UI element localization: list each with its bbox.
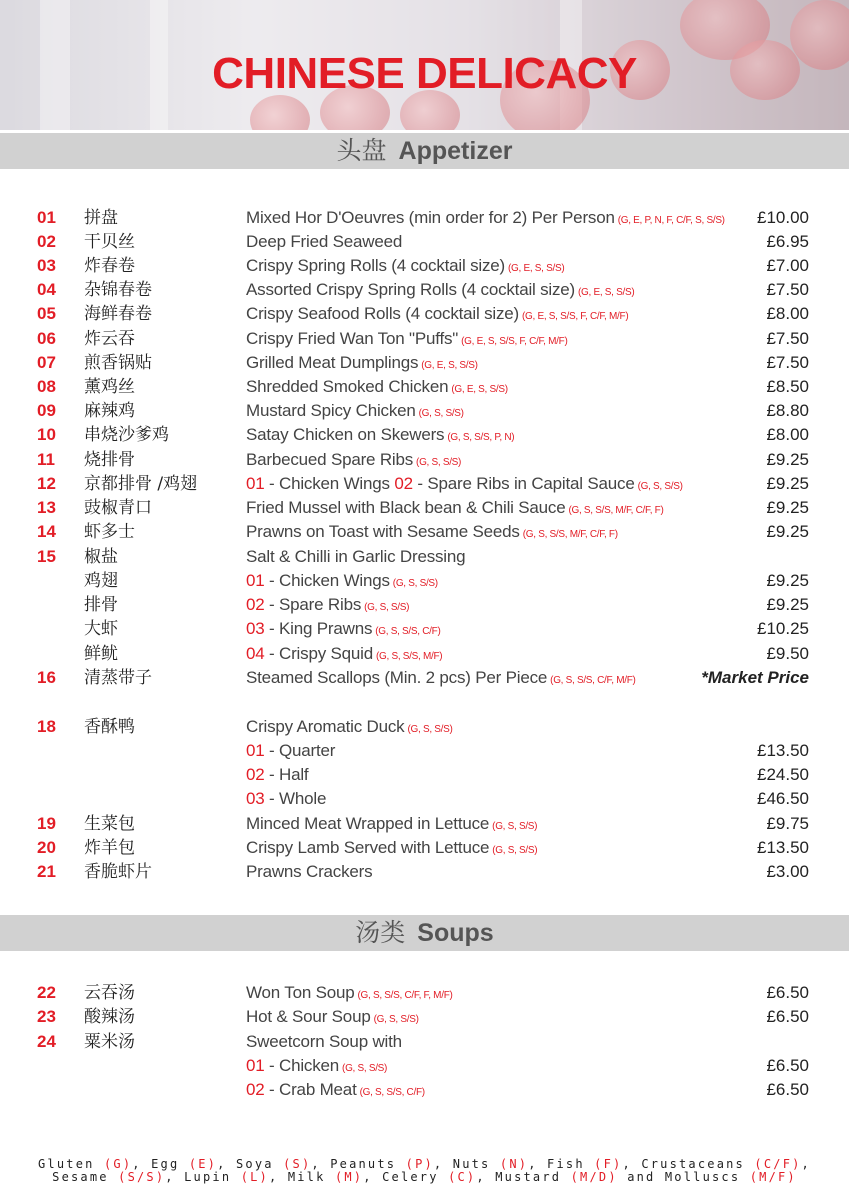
item-description-text: - Chicken Wings <box>264 571 390 590</box>
menu-item <box>0 351 849 375</box>
menu-item <box>0 448 849 472</box>
item-number: 01 <box>37 208 56 227</box>
legend-separator: , <box>622 1157 642 1171</box>
allergen-codes: (G, S, S/S) <box>392 578 438 589</box>
item-price: £9.25 <box>766 498 809 517</box>
allergen-legend <box>0 1158 849 1183</box>
item-number: 15 <box>37 547 56 566</box>
item-description <box>246 981 453 1008</box>
allergen-codes: (G, S, S/S) <box>418 408 464 419</box>
item-price: £7.50 <box>766 329 809 348</box>
item-number: 11 <box>37 450 55 469</box>
legend-code: (P) <box>405 1157 434 1171</box>
item-description-text: - Whole <box>264 789 327 808</box>
item-number: 12 <box>37 474 56 493</box>
item-number: 16 <box>37 668 56 687</box>
legend-label: and Molluscs <box>627 1169 750 1184</box>
item-number: 22 <box>37 983 56 1002</box>
item-description <box>246 812 537 839</box>
item-chinese-name: 炸羊包 <box>84 838 135 858</box>
item-chinese-name: 杂锦春卷 <box>84 280 152 300</box>
legend-code: (L) <box>240 1169 269 1184</box>
menu-item <box>0 496 849 520</box>
menu-item <box>0 642 849 666</box>
legend-label: Peanuts <box>330 1157 406 1171</box>
item-number: 04 <box>37 280 56 299</box>
item-number: 09 <box>37 401 56 420</box>
item-chinese-name: 煎香锅贴 <box>84 353 152 373</box>
item-description <box>246 1078 425 1105</box>
item-description <box>246 763 308 787</box>
option-number: 02 <box>246 595 265 614</box>
item-description <box>246 1030 402 1054</box>
item-chinese-name: 豉椒青口 <box>84 498 152 518</box>
menu-item <box>0 836 849 860</box>
item-chinese-name: 香酥鸭 <box>84 717 135 737</box>
item-price: £46.50 <box>757 789 809 808</box>
item-description-text: Satay Chicken on Skewers <box>246 425 445 444</box>
legend-separator: , <box>476 1169 496 1184</box>
section-en-title: Soups <box>417 919 494 947</box>
item-price: £9.25 <box>766 595 809 614</box>
item-price: £9.50 <box>766 644 809 663</box>
legend-separator: , <box>165 1169 185 1184</box>
item-description <box>246 787 326 811</box>
menu-item <box>0 812 849 836</box>
item-description <box>246 448 461 475</box>
menu-item <box>0 278 849 302</box>
item-description-text: Deep Fried Seaweed <box>246 232 403 251</box>
legend-separator <box>618 1170 627 1184</box>
allergen-codes: (G, E, P, N, F, C/F, S, S/S) <box>617 215 725 226</box>
allergen-codes: (G, S, S/S, C/F) <box>359 1087 425 1098</box>
item-chinese-name: 海鲜春卷 <box>84 304 152 324</box>
item-description <box>246 399 464 426</box>
menu-item <box>0 666 849 690</box>
menu-item <box>0 569 849 593</box>
menu-item <box>0 545 849 569</box>
item-number: 24 <box>37 1032 56 1051</box>
item-description <box>246 1054 387 1081</box>
item-price: £3.00 <box>766 862 809 881</box>
legend-code: (M/F) <box>749 1169 797 1184</box>
item-number: 21 <box>37 862 56 881</box>
item-description <box>246 327 567 354</box>
item-description <box>246 715 453 742</box>
item-description-text: Mustard Spicy Chicken <box>246 401 416 420</box>
legend-label: Gluten <box>38 1157 104 1171</box>
allergen-codes: (G, E, S, S/S) <box>578 287 635 298</box>
item-price: £8.00 <box>766 304 809 323</box>
item-number: 08 <box>37 377 56 396</box>
item-description-text: Crispy Aromatic Duck <box>246 717 405 736</box>
item-description-text: - Quarter <box>264 741 336 760</box>
section-zh-title: 头盘 <box>336 136 387 165</box>
item-description-text: Hot & Sour Soup <box>246 1007 371 1026</box>
item-description-text: Crispy Seafood Rolls (4 cocktail size) <box>246 304 519 323</box>
item-description <box>246 472 683 499</box>
menu-item <box>0 375 849 399</box>
item-number: 19 <box>37 814 56 833</box>
legend-separator: , <box>801 1157 811 1171</box>
menu-item <box>0 763 849 787</box>
menu-item <box>0 423 849 447</box>
allergen-codes: (G, E, S, S/S, F, C/F, M/F) <box>461 336 568 347</box>
section-header-appetizer <box>0 133 849 169</box>
item-number: 02 <box>37 232 56 251</box>
item-number: 18 <box>37 717 56 736</box>
option-number: 01 <box>246 474 265 493</box>
allergen-codes: (G, E, S, S/S) <box>451 384 508 395</box>
item-description-text: Grilled Meat Dumplings <box>246 353 419 372</box>
item-price: £7.50 <box>766 280 809 299</box>
item-description-text: Sweetcorn Soup with <box>246 1032 402 1051</box>
menu-item <box>0 520 849 544</box>
item-description <box>246 617 440 644</box>
item-description <box>246 569 438 596</box>
item-price: £9.25 <box>766 522 809 541</box>
legend-code: (S) <box>283 1157 312 1171</box>
allergen-codes: (G, S, S/S) <box>637 481 683 492</box>
item-description-text: Crispy Spring Rolls (4 cocktail size) <box>246 256 506 275</box>
item-chinese-name: 拼盘 <box>84 208 118 228</box>
item-description <box>246 860 372 884</box>
item-chinese-name: 炸云吞 <box>84 329 135 349</box>
option-number: 02 <box>246 1080 265 1099</box>
menu-item <box>0 715 849 739</box>
allergen-codes: (G, S, S/S) <box>492 821 538 832</box>
item-description-text: Crispy Fried Wan Ton "Puffs" <box>246 329 459 348</box>
legend-code: (S/S) <box>118 1169 166 1184</box>
item-description-text: Fried Mussel with Black bean & Chili Sauce <box>246 498 566 517</box>
menu-item <box>0 860 849 884</box>
item-chinese-name: 椒盐 <box>84 547 118 567</box>
menu-item <box>0 981 849 1005</box>
item-description-text: Won Ton Soup <box>246 983 355 1002</box>
legend-label: Milk <box>287 1169 335 1184</box>
allergen-codes: (G, S, S/S, P, N) <box>447 432 515 443</box>
allergen-codes: (G, E, S, S/S) <box>508 263 565 274</box>
item-description-text: - Crispy Squid <box>264 644 373 663</box>
item-description-text: Salt & Chilli in Garlic Dressing <box>246 547 466 566</box>
allergen-codes: (G, S, S/S) <box>416 457 462 468</box>
option-number: 03 <box>246 619 265 638</box>
menu-item <box>0 302 849 326</box>
menu-item <box>0 399 849 423</box>
item-description <box>246 520 618 547</box>
allergen-codes: (G, S, S/S, M/F, C/F, F) <box>522 529 618 540</box>
allergen-codes: (G, S, S/S) <box>407 724 453 735</box>
legend-separator: , <box>217 1157 236 1171</box>
allergen-codes: (G, E, S, S/S, F, C/F, M/F) <box>522 311 629 322</box>
item-price: £7.00 <box>766 256 809 275</box>
legend-code: (C/F) <box>754 1157 802 1171</box>
item-description-text: - Spare Ribs <box>264 595 362 614</box>
legend-label: Nuts <box>452 1157 500 1171</box>
legend-label: Mustard <box>495 1169 571 1184</box>
item-description <box>246 739 335 763</box>
legend-label: Crustaceans <box>641 1157 755 1171</box>
item-price: *Market Price <box>701 668 809 687</box>
item-number: 05 <box>37 304 56 323</box>
item-description <box>246 593 409 620</box>
legend-label: Egg <box>151 1157 189 1171</box>
legend-separator: , <box>363 1169 383 1184</box>
legend-label: Celery <box>382 1169 449 1184</box>
item-description-text: Mixed Hor D'Oeuvres (min order for 2) Per Person <box>246 208 615 227</box>
item-description <box>246 254 564 281</box>
section-header-soups <box>0 915 849 951</box>
menu-item <box>0 617 849 641</box>
menu-item <box>0 1030 849 1054</box>
item-chinese-name: 大虾 <box>84 619 118 639</box>
item-chinese-name: 烧排骨 <box>84 450 135 470</box>
item-price: £24.50 <box>757 765 809 784</box>
option-label: - Chicken Wings <box>264 474 395 493</box>
allergen-codes: (G, S, S/S, M/F, C/F, F) <box>568 505 664 516</box>
item-description <box>246 278 634 305</box>
legend-separator: , <box>433 1157 453 1171</box>
item-price: £6.50 <box>766 1007 809 1026</box>
item-price: £8.80 <box>766 401 809 420</box>
legend-separator: , <box>311 1157 331 1171</box>
allergen-codes: (G, S, S/S, C/F) <box>375 626 441 637</box>
legend-separator: , <box>528 1157 548 1171</box>
option-number: 03 <box>246 789 265 808</box>
item-price: £9.75 <box>766 814 809 833</box>
item-price: £9.25 <box>766 474 809 493</box>
item-price: £6.50 <box>766 1080 809 1099</box>
menu-item <box>0 230 849 254</box>
item-chinese-name: 香脆虾片 <box>84 862 152 882</box>
page-title: CHINESE DELICACY <box>212 49 637 98</box>
item-description <box>246 545 465 569</box>
item-description-text: - Crab Meat <box>264 1080 357 1099</box>
item-price: £6.95 <box>766 232 809 251</box>
item-price: £8.00 <box>766 425 809 444</box>
option-number: 02 <box>246 765 265 784</box>
menu-item <box>0 739 849 763</box>
legend-code: (F) <box>594 1157 623 1171</box>
item-description <box>246 423 514 450</box>
item-number: 14 <box>37 522 56 541</box>
item-description <box>246 1005 419 1032</box>
item-chinese-name: 薰鸡丝 <box>84 377 135 397</box>
item-description <box>246 302 628 329</box>
item-chinese-name: 串烧沙爹鸡 <box>84 425 169 445</box>
item-chinese-name: 粟米汤 <box>84 1032 135 1052</box>
item-description-text: Crispy Lamb Served with Lettuce <box>246 838 490 857</box>
legend-code: (N) <box>499 1157 529 1171</box>
item-chinese-name: 鸡翅 <box>84 571 118 591</box>
menu-item <box>0 787 849 811</box>
item-price: £10.00 <box>757 208 809 227</box>
item-chinese-name: 京都排骨 /鸡翅 <box>84 474 198 494</box>
item-description <box>246 375 508 402</box>
item-chinese-name: 排骨 <box>84 595 118 615</box>
legend-label: Soya <box>235 1157 284 1171</box>
item-price: £9.25 <box>766 450 809 469</box>
legend-separator: , <box>132 1157 152 1171</box>
menu-item <box>0 254 849 278</box>
item-chinese-name: 炸春卷 <box>84 256 135 276</box>
item-price: £8.50 <box>766 377 809 396</box>
item-chinese-name: 虾多士 <box>84 522 135 542</box>
item-description-text: - Half <box>264 765 309 784</box>
item-number: 13 <box>37 498 56 517</box>
item-price: £6.50 <box>766 1056 809 1075</box>
item-description-text: Steamed Scallops (Min. 2 pcs) Per Piece <box>246 668 548 687</box>
item-number: 06 <box>37 329 56 348</box>
item-description <box>246 351 478 378</box>
allergen-codes: (G, S, S/S) <box>373 1014 419 1025</box>
item-chinese-name: 生菜包 <box>84 814 135 834</box>
allergen-codes: (G, S, S/S) <box>342 1063 388 1074</box>
allergen-codes: (G, S, S/S) <box>492 845 538 856</box>
menu-item <box>0 1005 849 1029</box>
option-number: 04 <box>246 644 265 663</box>
item-description <box>246 206 725 233</box>
allergen-codes: (G, S, S/S, C/F, M/F) <box>550 675 636 686</box>
item-number: 07 <box>37 353 56 372</box>
item-price: £9.25 <box>766 571 809 590</box>
section-zh-title: 汤类 <box>355 918 406 947</box>
option-number: 01 <box>246 1056 265 1075</box>
menu-item <box>0 206 849 230</box>
item-price: £6.50 <box>766 983 809 1002</box>
legend-code: (M) <box>334 1169 364 1184</box>
allergen-codes: (G, S, S/S, C/F, F, M/F) <box>357 990 453 1001</box>
item-description-text: Prawns on Toast with Sesame Seeds <box>246 522 520 541</box>
item-chinese-name: 麻辣鸡 <box>84 401 135 421</box>
item-number: 03 <box>37 256 56 275</box>
item-price: £10.25 <box>757 619 809 638</box>
legend-code: (M/D) <box>570 1169 618 1184</box>
item-number: 10 <box>37 425 56 444</box>
item-description-text: - Spare Ribs in Capital Sauce <box>412 474 635 493</box>
item-chinese-name: 干贝丝 <box>84 232 135 252</box>
legend-label: Sesame <box>52 1169 119 1184</box>
item-chinese-name: 鲜鱿 <box>84 644 118 664</box>
item-description-text: - Chicken <box>264 1056 340 1075</box>
item-chinese-name: 清蒸带子 <box>84 668 152 688</box>
item-description <box>246 642 442 669</box>
option-number: 02 <box>394 474 413 493</box>
legend-separator: , <box>268 1169 288 1184</box>
item-description <box>246 496 664 523</box>
item-description <box>246 666 636 693</box>
option-number: 01 <box>246 741 265 760</box>
item-number: 20 <box>37 838 56 857</box>
legend-label: Fish <box>547 1157 595 1171</box>
item-description <box>246 836 537 863</box>
menu-item <box>0 1078 849 1102</box>
item-price: £13.50 <box>757 838 809 857</box>
menu-item <box>0 472 849 496</box>
legend-code: (G) <box>103 1157 133 1171</box>
header-banner <box>0 0 849 130</box>
item-description-text: Minced Meat Wrapped in Lettuce <box>246 814 490 833</box>
legend-code: (E) <box>188 1157 218 1171</box>
allergen-codes: (G, E, S, S/S) <box>421 360 478 371</box>
item-chinese-name: 云吞汤 <box>84 983 135 1003</box>
item-description-text: Shredded Smoked Chicken <box>246 377 449 396</box>
menu-item <box>0 327 849 351</box>
section-en-title: Appetizer <box>398 137 513 165</box>
menu-item <box>0 1054 849 1078</box>
item-price: £7.50 <box>766 353 809 372</box>
item-price: £13.50 <box>757 741 809 760</box>
item-description-text: Barbecued Spare Ribs <box>246 450 414 469</box>
allergen-codes: (G, S, S/S, M/F) <box>376 651 443 662</box>
item-description-text: Prawns Crackers <box>246 862 373 881</box>
item-description <box>246 230 402 254</box>
item-number: 23 <box>37 1007 56 1026</box>
item-chinese-name: 酸辣汤 <box>84 1007 135 1027</box>
allergen-codes: (G, S, S/S) <box>364 602 410 613</box>
legend-code: (C) <box>448 1169 477 1184</box>
item-description-text: - King Prawns <box>264 619 373 638</box>
legend-label: Lupin <box>184 1169 241 1184</box>
option-number: 01 <box>246 571 265 590</box>
item-description-text: Assorted Crispy Spring Rolls (4 cocktail size) <box>246 280 576 299</box>
menu-item <box>0 593 849 617</box>
